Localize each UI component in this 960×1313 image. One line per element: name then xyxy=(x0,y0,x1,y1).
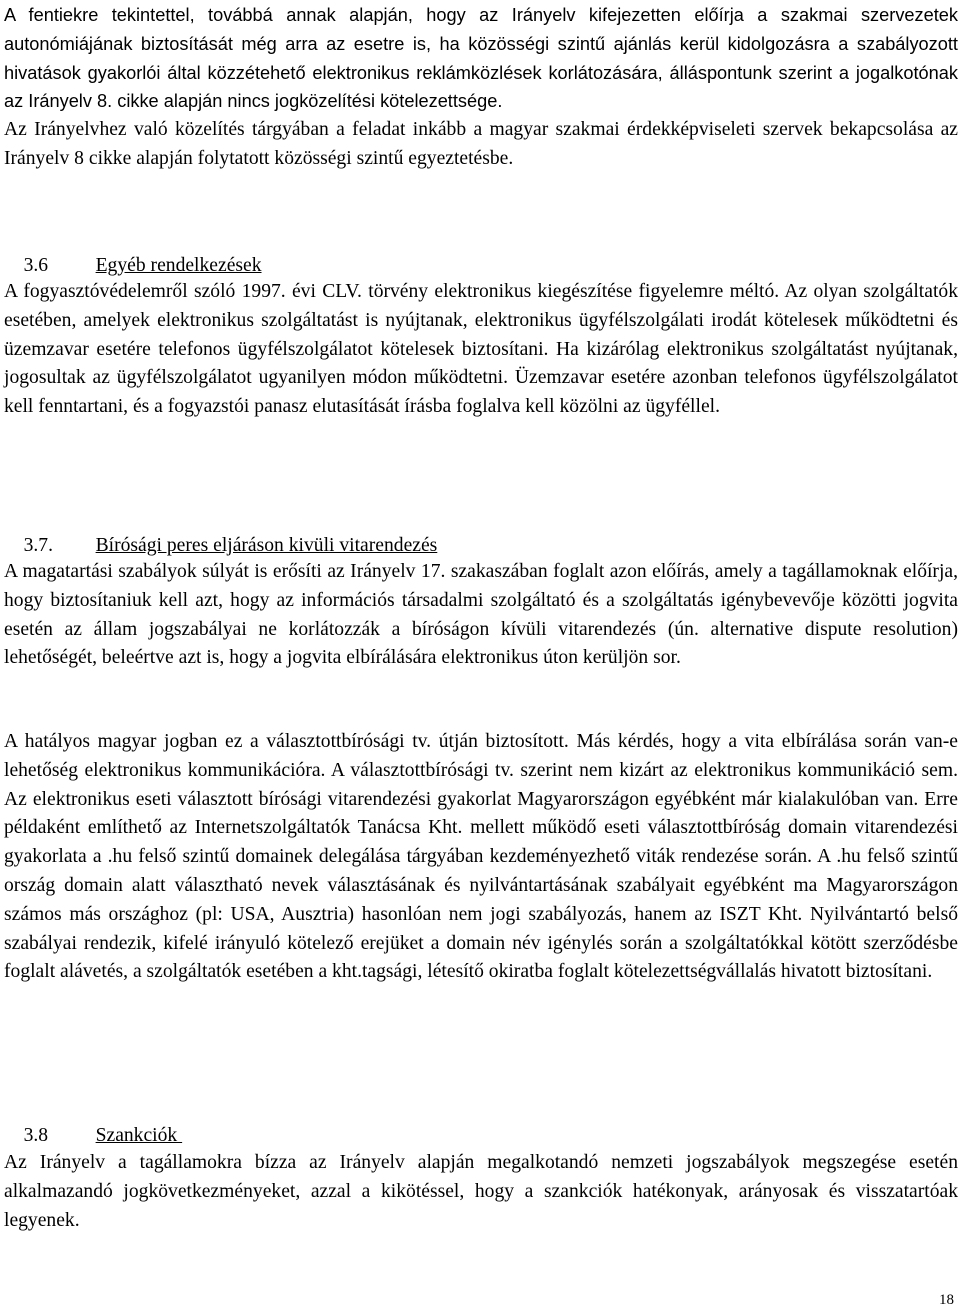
paragraph-3-7-a: A magatartási szabályok súlyát is erősíti az Irányelv 17. szakaszában foglalt azon előírás, amely a tagállamoknak előírja, hogy biztosítaniuk kell azt, hogy az információs társadalmi szolgáltató és a szolgáltatás igénybevevője közötti jogvita esetén az állam jogszabályai ne korlátozzák a bíróságon kívüli vitarendezés (ún. alternative dispute resolution) lehetőségét, beleértve azt is, hogy a jogvita elbírálására elektronikus úton kerüljön sor. xyxy=(4,561,958,669)
paragraph-intro xyxy=(4,1,958,116)
paragraph-3-6: A fogyasztóvédelemről szóló 1997. évi CLV. törvény elektronikus kiegészítése figyelemre méltó. Az olyan szolgáltatók esetében, amelyek elektronikus szolgáltatást is nyújtanak, elektronikus ügyfélszolgálati irodát kötelesek működtetni és üzemzavar esetére telefonos ügyfélszolgálatot kötelesek biztosítani. Ha kizárólag elektronikus szolgáltatást nyújtanak, jogosultak az ügyfélszolgálatot ugyanilyen módon működtetni. Üzemzavar esetére azonban telefonos ügyfélszolgálatot kell fenntartani, és a fogyazstói panasz elutasítását írásba foglalva kell közölni az ügyféllel. xyxy=(4,281,958,418)
section-number: 3.7. xyxy=(23,534,53,556)
section-number: 3.6 xyxy=(23,254,49,276)
paragraph-3-7-b: A hatályos magyar jogban ez a választottbírósági tv. útján biztosított. Más kérdés, hogy a vita elbírálása során van-e lehetőség elektronikus kommunikációra. A választottbírósági tv. szerint nem kizárt az elektronikus kommunikáció sem. Az elektronikus eseti választott bírósági vitarendezési gyakorlat Magyarországon egyébként már kialakulóban van. Erre példaként említhető az Internetszolgáltatók Tanácsa Kht. mellett működő eseti választottbíróság domain vitarendezési gyakorlata a .hu felső szintű domainek delegálása tárgyában kezdeményezhető viták rendezése során. A .hu felső szintű ország domain alatt választható nevek választásának és nyilvántartásának szabályait egyébként ma Magyarországon számos más országhoz (pl: USA, Ausztria) hasonlóan nem jogi szabályozás, hanem az ISZT Kht. Nyilvántartó belső szabályai rendezik, kifelé irányuló kötelező erejüket a domain név igénylés során a szolgáltatókkal kötött szerződésbe foglalt alávetés, a szolgáltatók esetében a kht.tagsági, létesítő okiratba foglalt kötelezettségvállalás hivatott biztosítani. xyxy=(4,731,958,983)
section-title: Bírósági peres eljáráson kivüli vitarendezés xyxy=(95,534,438,556)
paragraph-intro-text: A fentiekre tekintettel, továbbá annak alapján, hogy az Irányelv kifejezetten előírja a szakmai szervezetek autonómiájának biztosítását még arra az esetre is, ha közösségi szintű ajánlás kerül kidolgozásra a szabályozott hivatások gyakorlói által közzétehető elektronikus reklámközlések korlátozására, álláspontunk szerint a jogalkotónak az Irányelv 8. cikke alapján nincs jogközelítési kötelezettsége. xyxy=(4,5,958,112)
section-title: Egyéb rendelkezések xyxy=(95,254,262,276)
section-title: Szankciók xyxy=(95,1124,183,1146)
section-number: 3.8 xyxy=(23,1124,49,1146)
paragraph-3-8: Az Irányelv a tagállamokra bízza az Irányelv alapján megalkotandó nemzeti jogszabályok megszegése esetén alkalmazandó jogkövetkezményeket, azzal a kikötéssel, hogy a szankciók hatékonyak, arányosak és visszatartóak legyenek. xyxy=(4,1152,958,1231)
paragraph-intro-tail-text: Az Irányelvhez való közelítés tárgyában a feladat inkább a magyar szakmai érdekképviseleti szervek bekapcsolása az Irányelv 8 cikke alapján folytatott közösségi szintű egyeztetésbe. xyxy=(4,119,958,169)
paragraph-intro-tail xyxy=(4,116,958,174)
page-number: 18 xyxy=(939,1292,954,1308)
